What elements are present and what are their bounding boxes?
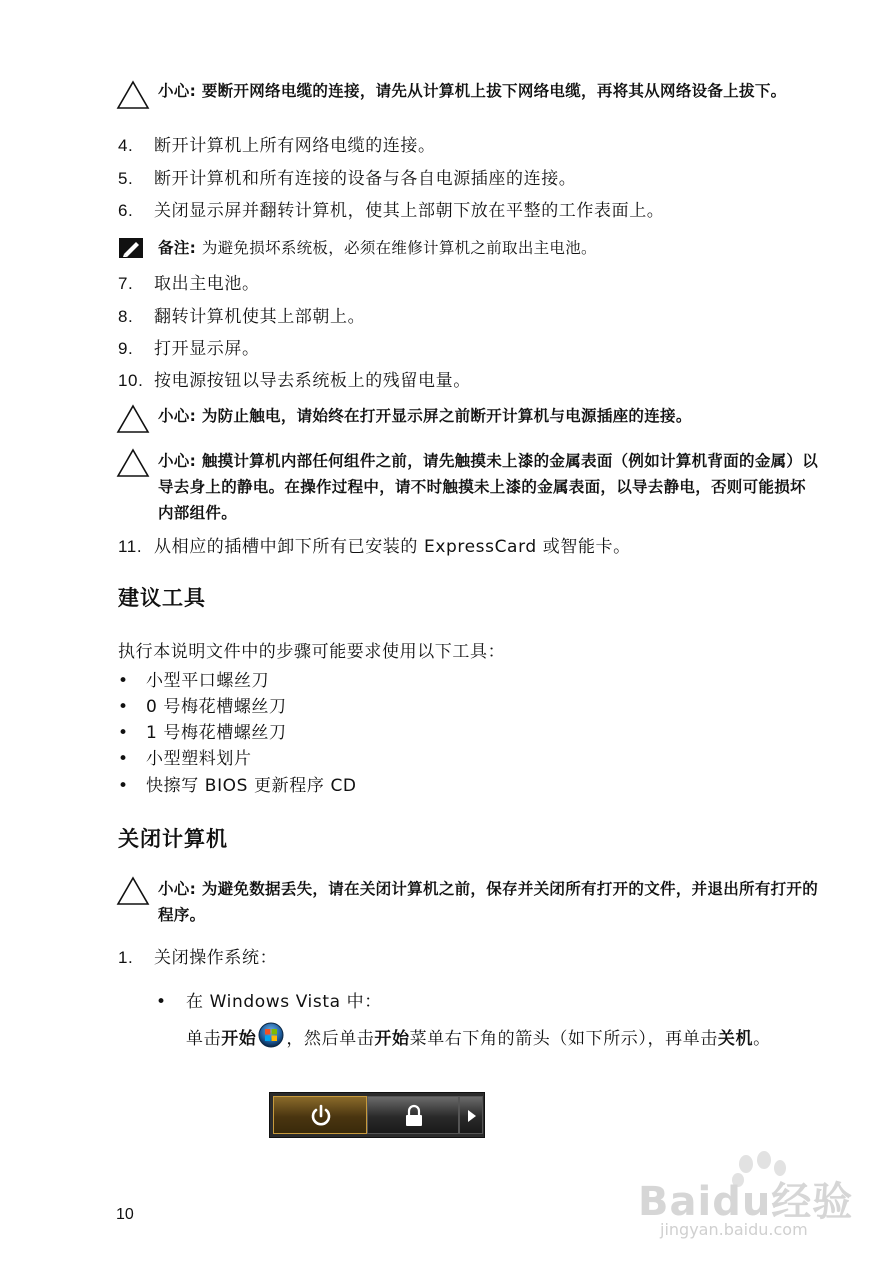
page-number: 10 [116,1206,134,1223]
step-text: 按电源按钮以导去系统板上的残留电量。 [154,371,471,391]
step-number: 11. [118,537,143,556]
section-heading-tools: 建议工具 [118,586,206,610]
step-item [118,167,576,191]
step-number: 8. [118,307,134,326]
list-item: • 小型塑料划片 [118,749,252,769]
list-item: • 小型平口螺丝刀 [118,671,270,691]
caution-icon [116,448,150,478]
shutdown-bar [269,1092,485,1138]
watermark-text: Baidu经验 [638,1179,854,1225]
caution-icon [116,80,150,110]
step-text: 打开显示屏。 [154,339,260,359]
caution-notice [158,448,818,526]
step-text: 断开计算机和所有连接的设备与各自电源插座的连接。 [154,169,577,189]
step-number: 4. [118,136,134,155]
windows-start-icon [258,1022,284,1048]
step-item [118,369,471,393]
caution-text: 为防止触电，请始终在打开显示屏之前断开计算机与电源插座的连接。 [201,407,692,425]
list-item: • 快擦写 BIOS 更新程序 CD [118,776,357,796]
step-item [118,535,631,559]
step-number: 10. [118,371,144,390]
watermark-url: jingyan.baidu.com [660,1220,808,1239]
note-notice [158,235,818,261]
step-text: 翻转计算机使其上部朝上。 [154,307,366,327]
lock-icon [401,1103,427,1129]
tools-intro: 执行本说明文件中的步骤可能要求使用以下工具： [118,642,506,662]
step-item [118,946,277,970]
caution-icon [116,404,150,434]
lock-button[interactable] [367,1096,459,1134]
step-number: 7. [118,274,134,293]
step-text: 关闭显示屏并翻转计算机，使其上部朝下放在平整的工作表面上。 [154,201,665,221]
step-text: 取出主电池。 [154,274,260,294]
list-item: • 在 Windows Vista 中： [156,992,382,1012]
shutdown-instruction: 单击开始 ，然后单击开始菜单右下角的箭头（如下所示），再单击关机。 [186,1022,808,1054]
list-item: • 1 号梅花槽螺丝刀 [118,723,287,743]
caution-label: 小心: [158,407,197,425]
note-label: 备注: [158,239,197,257]
caution-text: 要断开网络电缆的连接，请先从计算机上拔下网络电缆，再将其从网络设备上拔下。 [201,82,787,100]
caution-notice [158,403,818,429]
step-number: 9. [118,339,134,358]
power-button[interactable] [273,1096,367,1134]
note-icon [118,237,144,259]
power-icon [308,1103,334,1129]
shutdown-options-arrow[interactable] [459,1096,483,1134]
caution-label: 小心: [158,452,197,470]
step-text: 断开计算机上所有网络电缆的连接。 [154,136,436,156]
section-heading-shutdown: 关闭计算机 [118,827,228,851]
step-number: 6. [118,201,134,220]
arrow-right-icon [466,1108,478,1124]
caution-text: 为避免数据丢失，请在关闭计算机之前，保存并关闭所有打开的文件，并退出所有打开的程序。 [158,880,819,924]
caution-icon [116,876,150,906]
caution-label: 小心: [158,880,197,898]
step-item [118,337,260,361]
step-item [118,305,365,329]
step-item [118,272,260,296]
step-item [118,134,436,158]
vista-label: 在 Windows Vista 中： [186,992,382,1012]
step-item [118,199,664,223]
caution-label: 小心: [158,82,197,100]
step-text: 关闭操作系统： [154,948,278,968]
step-number: 1. [118,948,134,967]
caution-notice [158,876,818,928]
step-text: 从相应的插槽中卸下所有已安装的 ExpressCard 或智能卡。 [154,537,631,557]
step-number: 5. [118,169,134,188]
list-item: • 0 号梅花槽螺丝刀 [118,697,287,717]
note-text: 为避免损坏系统板，必须在维修计算机之前取出主电池。 [201,239,597,257]
caution-text: 触摸计算机内部任何组件之前，请先触摸未上漆的金属表面（例如计算机背面的金属）以导去身上的静电。在操作过程中，请不时触摸未上漆的金属表面，以导去静电，否则可能损坏内部组件。 [158,452,819,522]
caution-notice [158,78,818,104]
